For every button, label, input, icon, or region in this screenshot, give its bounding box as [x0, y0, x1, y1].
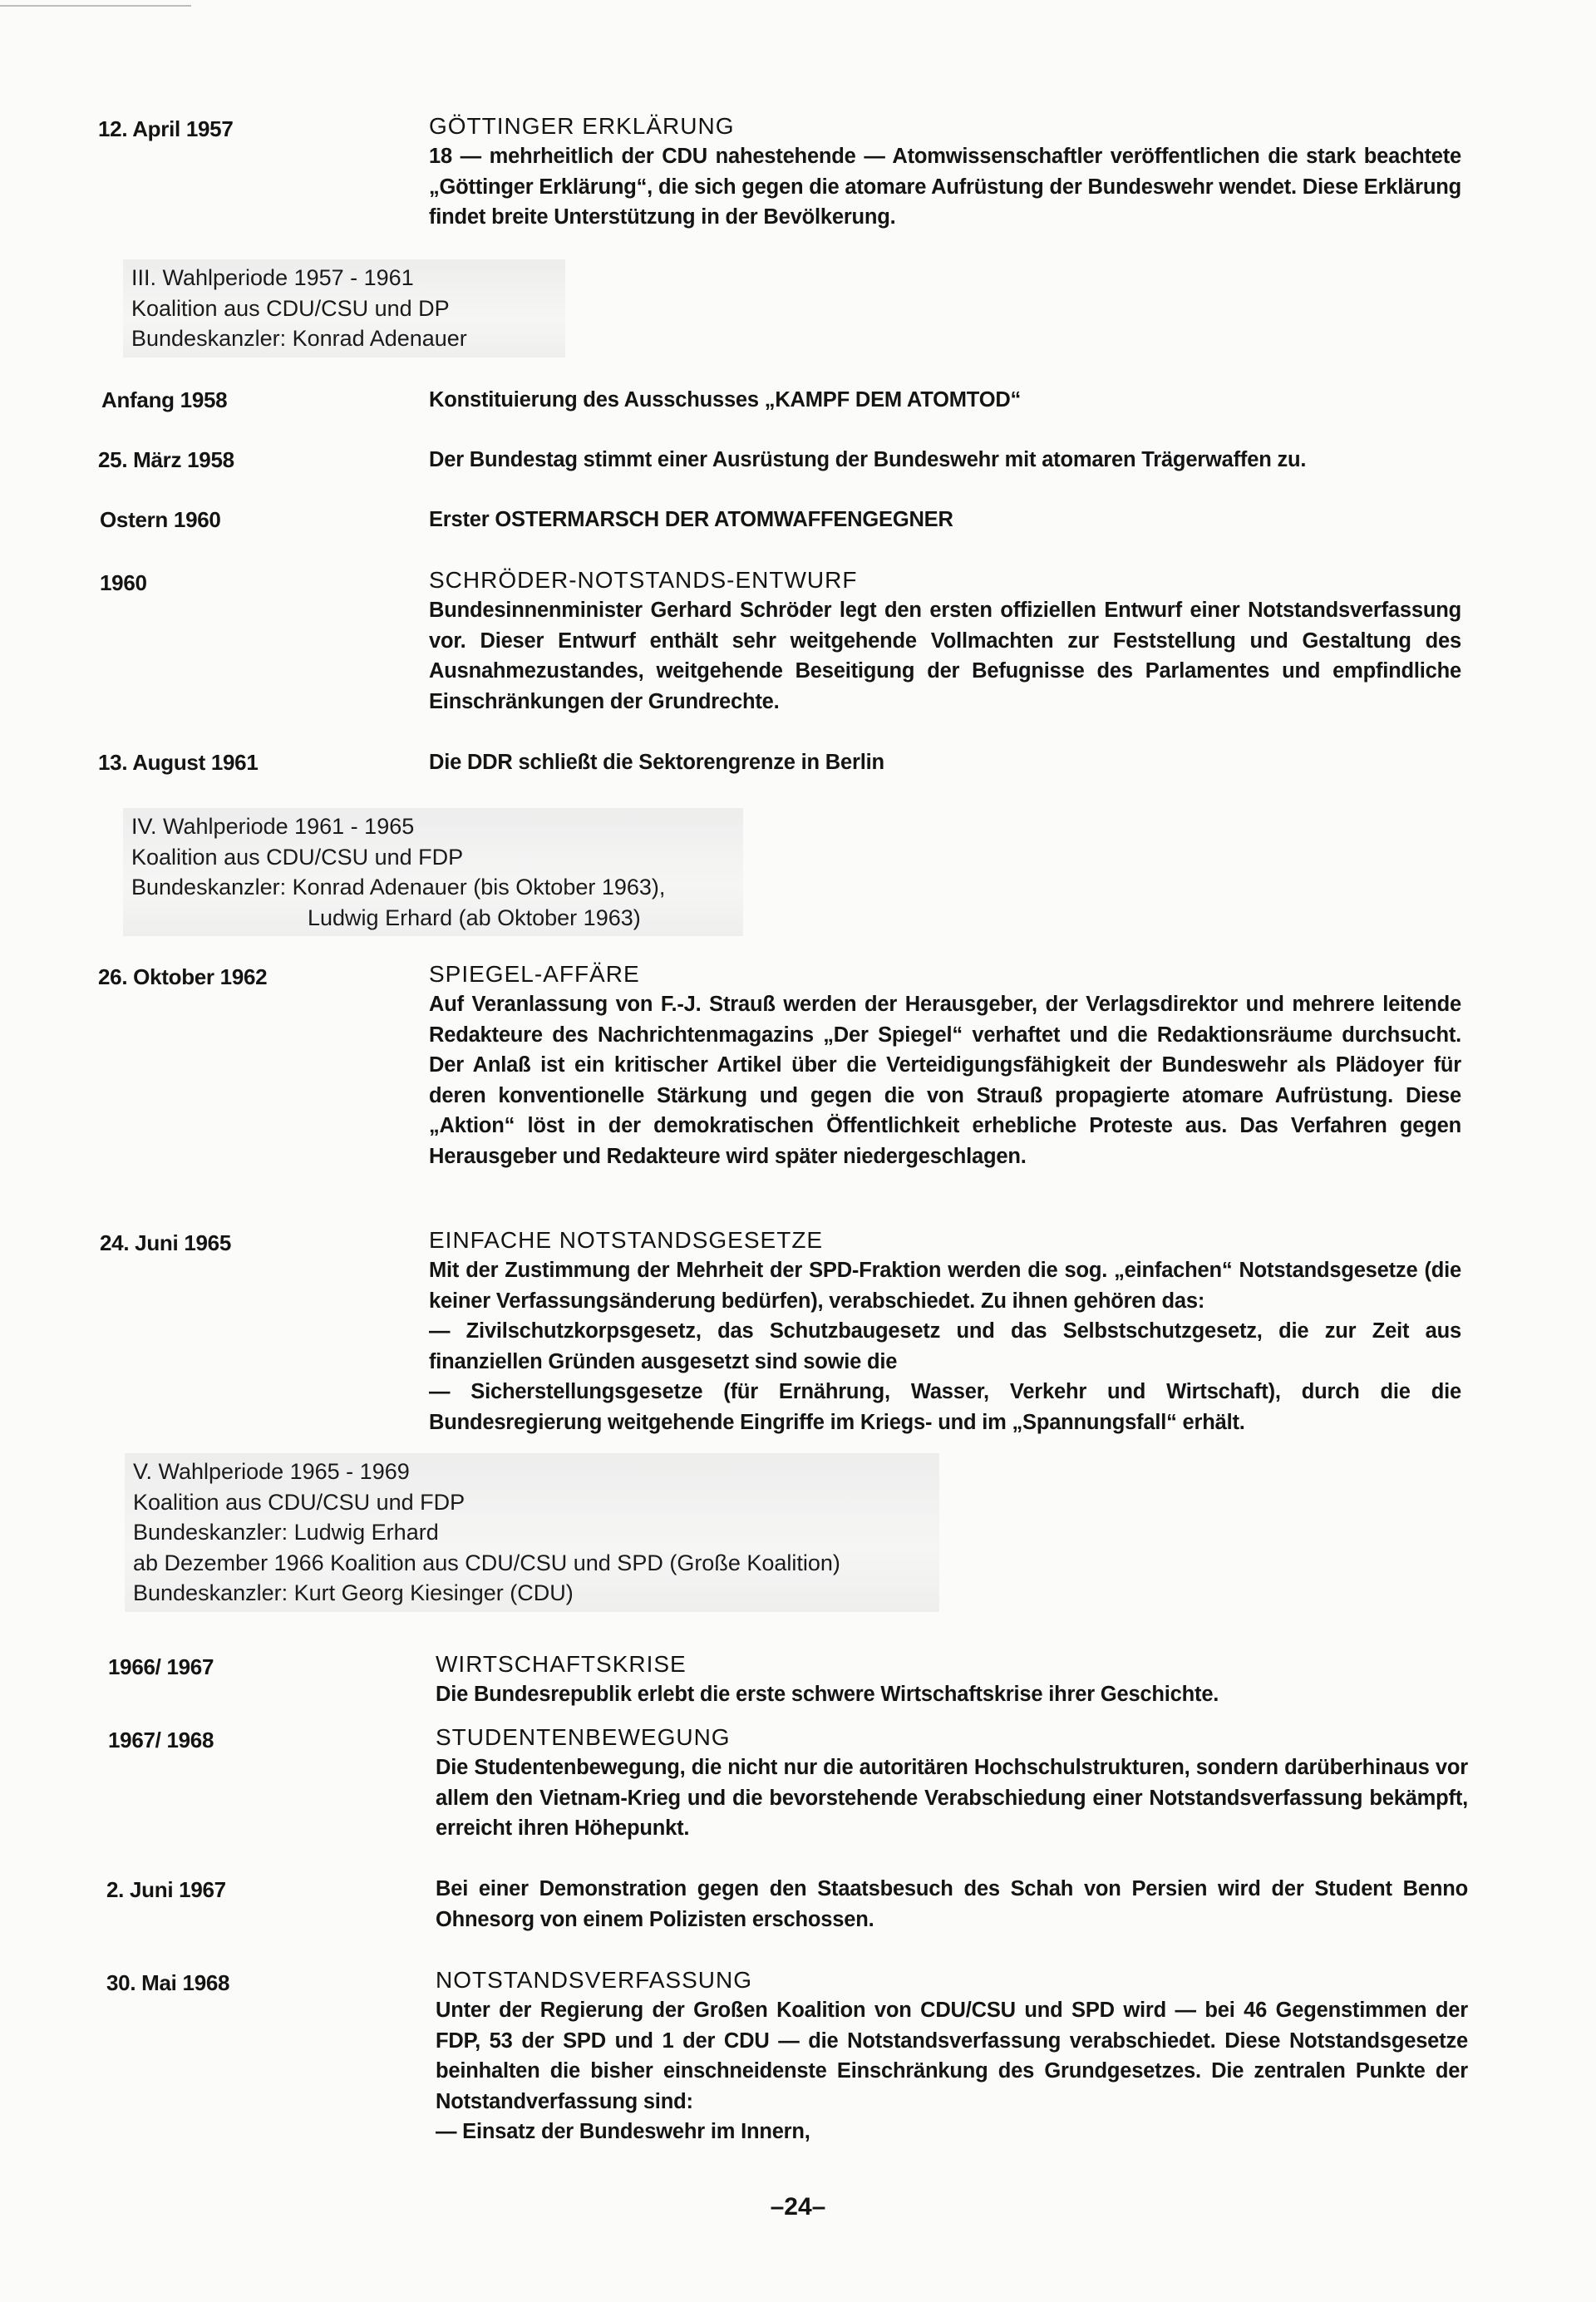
period-coalition: Koalition aus CDU/CSU und FDP	[131, 844, 464, 870]
entry-content	[436, 1649, 1468, 1710]
entry-heading: GÖTTINGER ERKLÄRUNG	[429, 113, 735, 139]
entry-text: Unter der Regierung der Großen Koalition von CDU/CSU und SPD wird — bei 46 Gegenstimmen der FDP, 53 der SPD und 1 der CDU — die Notstandsverfassung verabschiedet. Diese Notstandsgesetze beinhalten die bisher einschneidenste Einschränkung des Grundgesetzes. Die zentralen Punkte der Notstandverfassung sind:	[436, 1999, 1468, 2113]
entry-text: Mit der Zustimmung der Mehrheit der SPD-Fraktion werden die sog. „einfachen“ Notstandsgesetze (die keiner Verfassungsänderung bedürfen), verabschiedet. Zu ihnen gehören das:	[429, 1259, 1461, 1313]
entry-content	[429, 1225, 1461, 1438]
period-chancellor-successor: Ludwig Erhard (ab Oktober 1963)	[308, 905, 641, 930]
entry-text: Erster OSTERMARSCH DER ATOMWAFFENGEGNER	[429, 508, 953, 531]
entry-text: Die Studentenbewegung, die nicht nur die autoritären Hochschulstrukturen, sondern darüberhinaus vor allem den Vietnam-Krieg und die bevorstehende Verabschiedung einer Notstandsverfassung bekämpft, erreicht ihren Höhepunkt.	[436, 1756, 1468, 1841]
period-coalition-change: ab Dezember 1966 Koalition aus CDU/CSU und SPD (Große Koalition)	[133, 1550, 840, 1575]
entry-date: 13. August 1961	[98, 750, 259, 775]
period-title: III. Wahlperiode 1957 - 1961	[131, 265, 414, 290]
entry-heading: EINFACHE NOTSTANDSGESETZE	[429, 1227, 824, 1253]
entry-heading: WIRTSCHAFTSKRISE	[436, 1651, 687, 1677]
legislative-period-box-4	[123, 808, 743, 936]
legislative-period-box-3	[123, 259, 565, 357]
entry-content	[429, 959, 1461, 1172]
top-rule	[0, 5, 191, 7]
entry-text: Die DDR schließt die Sektorengrenze in Berlin	[429, 751, 884, 774]
entry-content	[436, 1723, 1468, 1844]
period-title: IV. Wahlperiode 1961 - 1965	[131, 814, 415, 839]
entry-date: 2. Juni 1967	[106, 1877, 226, 1902]
entry-content	[436, 1965, 1468, 2147]
page-number: –24–	[770, 2193, 826, 2221]
entry-heading: SCHRÖDER-NOTSTANDS-ENTWURF	[429, 567, 858, 593]
entry-list-item: — Einsatz der Bundeswehr im Innern,	[436, 2120, 810, 2144]
entry-date: 1966/ 1967	[108, 1654, 214, 1679]
entry-date: 30. Mai 1968	[106, 1970, 230, 1995]
period-chancellor: Bundeskanzler: Konrad Adenauer (bis Oktober 1963),	[131, 875, 666, 900]
entry-content	[429, 111, 1461, 233]
period-coalition: Koalition aus CDU/CSU und DP	[131, 295, 450, 321]
period-title: V. Wahlperiode 1965 - 1969	[133, 1459, 410, 1484]
entry-text: Konstituierung des Ausschusses „KAMPF DEM ATOMTOD“	[429, 388, 1022, 412]
entry-heading: NOTSTANDSVERFASSUNG	[436, 1967, 752, 1993]
legislative-period-box-5	[125, 1453, 939, 1612]
period-chancellor: Bundeskanzler: Ludwig Erhard	[133, 1520, 439, 1545]
entry-date: Anfang 1958	[101, 387, 228, 412]
entry-text: Bundesinnenminister Gerhard Schröder legt den ersten offiziellen Entwurf einer Notstandsverfassung vor. Dieser Entwurf enthält sehr weitgehende Vollmachten zur Feststellung und Gestaltung des Ausnahmezustandes, weitgehende Beseitigung der Befugnisse des Parlamentes und empfindliche Einschränkungen der Grundrechte.	[429, 599, 1461, 713]
entry-list-item: — Sicherstellungsgesetze (für Ernährung, Wasser, Verkehr und Wirtschaft), durch die die Bundesregierung weitgehende Eingriffe im Kriegs- und im „Spannungsfall“ erhält.	[429, 1380, 1461, 1434]
entry-date: 1960	[100, 570, 147, 595]
entry-text: Auf Veranlassung von F.-J. Strauß werden der Herausgeber, der Verlagsdirektor und mehrere leitende Redakteure des Nachrichtenmagazins „Der Spiegel“ verhaftet und die Redaktionsräume durchsucht. Der Anlaß ist ein kritischer Artikel über die Verteidigungsfähigkeit der Bundeswehr als Plädoyer für deren konventionelle Stärkung und gegen die von Strauß propagierte atomare Aufrüstung. Diese „Aktion“ löst in der demokratischen Öffentlichkeit erhebliche Proteste aus. Das Verfahren gegen Herausgeber und Redakteure wird später niedergeschlagen.	[429, 993, 1461, 1168]
period-chancellor-successor: Bundeskanzler: Kurt Georg Kiesinger (CDU)	[133, 1580, 574, 1605]
entry-text: Der Bundestag stimmt einer Ausrüstung der Bundeswehr mit atomaren Trägerwaffen zu.	[429, 448, 1307, 471]
entry-date: Ostern 1960	[100, 507, 221, 532]
entry-text: 18 — mehrheitlich der CDU nahestehende — Atomwissenschaftler veröffentlichen die stark beachtete „Göttinger Erklärung“, die sich gegen die atomare Aufrüstung der Bundeswehr wendet. Diese Erklärung findet breite Unterstützung in der Bevölkerung.	[429, 145, 1461, 229]
period-chancellor: Bundeskanzler: Konrad Adenauer	[131, 326, 467, 351]
entry-text: Bei einer Demonstration gegen den Staatsbesuch des Schah von Persien wird der Student Benno Ohnesorg von einem Polizisten erschossen.	[436, 1877, 1468, 1931]
entry-date: 12. April 1957	[98, 116, 234, 141]
entry-text: Die Bundesrepublik erlebt die erste schwere Wirtschaftskrise ihrer Geschichte.	[436, 1683, 1219, 1706]
entry-date: 1967/ 1968	[108, 1728, 214, 1752]
entry-date: 24. Juni 1965	[100, 1230, 231, 1255]
entry-heading: STUDENTENBEWEGUNG	[436, 1724, 731, 1750]
entry-content	[436, 1874, 1468, 1935]
entry-date: 26. Oktober 1962	[98, 964, 268, 989]
entry-list-item: — Zivilschutzkorpsgesetz, das Schutzbaugesetz und das Selbstschutzgesetz, die zur Zeit aus finanziellen Gründen ausgesetzt sind sowie die	[429, 1319, 1461, 1373]
entry-content	[429, 565, 1461, 717]
entry-date: 25. März 1958	[98, 447, 234, 472]
period-coalition: Koalition aus CDU/CSU und FDP	[133, 1489, 466, 1515]
entry-heading: SPIEGEL-AFFÄRE	[429, 961, 640, 987]
